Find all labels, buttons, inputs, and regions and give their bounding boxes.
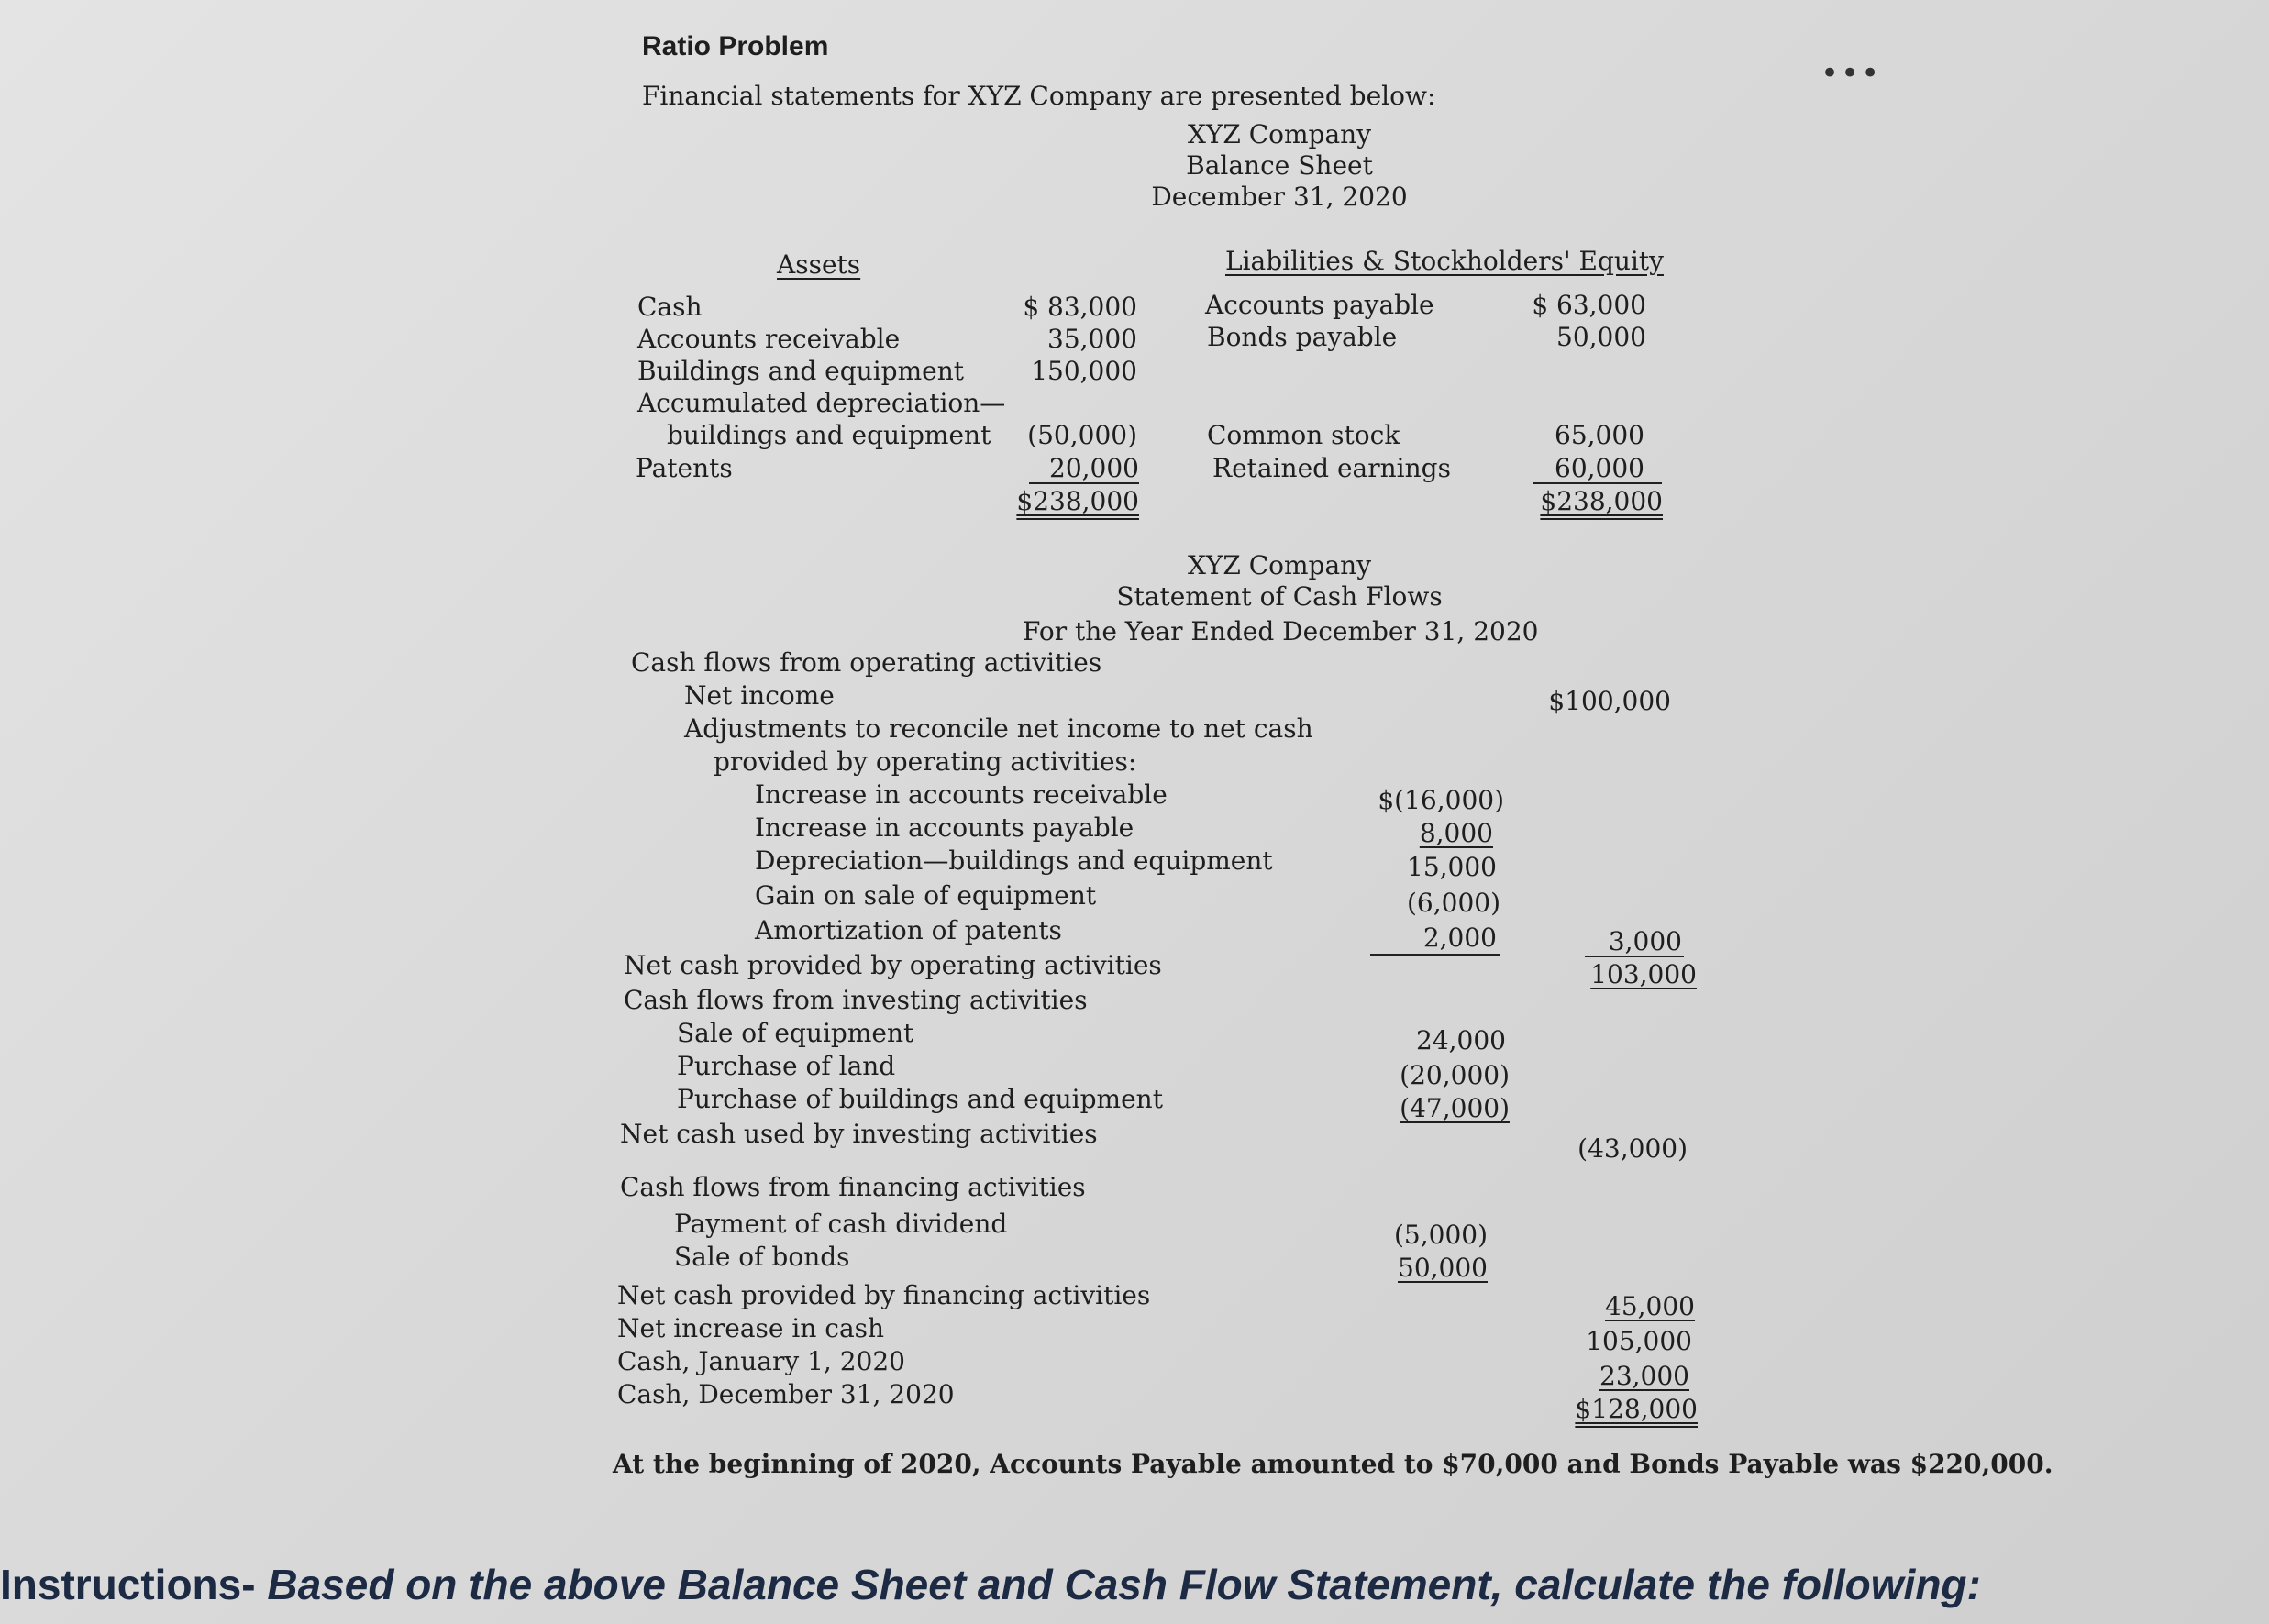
bs-date: December 31, 2020 xyxy=(1151,182,1408,212)
investing-value: (47,000) xyxy=(1400,1093,1510,1123)
cf-company: XYZ Company xyxy=(1187,550,1372,580)
liability-label: Accounts payable xyxy=(1205,290,1434,320)
assets-total: $238,000 xyxy=(1016,486,1139,516)
liabilities-heading: Liabilities & Stockholders' Equity xyxy=(1225,246,1664,276)
equity-value: 65,000 xyxy=(1555,420,1644,450)
net-income-value: $100,000 xyxy=(1548,686,1671,716)
asset-label: Accounts receivable xyxy=(637,324,901,354)
asset-label: Buildings and equipment xyxy=(637,356,964,386)
asset-value: $ 83,000 xyxy=(1023,292,1137,322)
cf-title: Statement of Cash Flows xyxy=(1116,581,1443,612)
investing-label: Sale of equipment xyxy=(677,1018,914,1048)
adjustments-total: 3,000 xyxy=(1608,926,1682,956)
instructions-text: Based on the above Balance Sheet and Cash Flow Statement, calculate the following: xyxy=(267,1561,1981,1608)
asset-label: Patents xyxy=(636,453,733,483)
financing-heading: Cash flows from financing activities xyxy=(620,1172,1086,1202)
asset-value: (50,000) xyxy=(1027,420,1137,450)
asset-value: 150,000 xyxy=(1031,356,1137,386)
adjustment-label: Depreciation—buildings and equipment xyxy=(755,845,1273,876)
adjustments-line: provided by operating activities: xyxy=(714,746,1137,777)
net-income-label: Net income xyxy=(684,680,835,711)
net-financing-label: Net cash provided by financing activities xyxy=(617,1280,1151,1310)
equity-label: Retained earnings xyxy=(1212,453,1451,483)
instructions xyxy=(0,1559,1981,1610)
assets-heading: Assets xyxy=(777,249,861,280)
equity-value: 60,000 xyxy=(1555,453,1644,483)
financing-value: (5,000) xyxy=(1393,1220,1488,1250)
more-horizontal-icon[interactable]: ••• xyxy=(1821,55,1882,92)
net-operating-value: 103,000 xyxy=(1590,959,1697,989)
cf-period: For the Year Ended December 31, 2020 xyxy=(1023,616,1539,646)
underline-rule xyxy=(1585,956,1684,957)
underline-rule xyxy=(1370,954,1500,956)
net-increase-value: 105,000 xyxy=(1586,1326,1692,1356)
investing-value: (20,000) xyxy=(1400,1060,1510,1090)
cash-begin-value: 23,000 xyxy=(1599,1361,1689,1391)
operating-heading: Cash flows from operating activities xyxy=(631,647,1102,678)
adjustment-value: 8,000 xyxy=(1419,818,1493,848)
adjustment-label: Gain on sale of equipment xyxy=(755,880,1097,911)
net-financing-value: 45,000 xyxy=(1605,1291,1695,1321)
instructions-lead: Instructions- xyxy=(0,1561,256,1608)
cash-end-label: Cash, December 31, 2020 xyxy=(617,1379,955,1409)
asset-label: buildings and equipment xyxy=(667,420,991,450)
asset-label: Accumulated depreciation— xyxy=(637,388,1006,418)
problem-title: Ratio Problem xyxy=(642,31,829,61)
adjustment-label: Amortization of patents xyxy=(755,915,1062,945)
investing-heading: Cash flows from investing activities xyxy=(624,985,1088,1015)
liability-label: Bonds payable xyxy=(1207,322,1398,352)
adjustments-line: Adjustments to reconcile net income to net cash xyxy=(684,713,1313,744)
investing-label: Purchase of buildings and equipment xyxy=(677,1084,1163,1114)
asset-value: 35,000 xyxy=(1047,324,1137,354)
adjustment-value: $(16,000) xyxy=(1378,785,1504,815)
adjustment-value: 2,000 xyxy=(1422,922,1497,953)
underline-rule xyxy=(1029,482,1139,484)
net-operating-label: Net cash provided by operating activities xyxy=(624,950,1162,980)
adjustment-label: Increase in accounts payable xyxy=(755,812,1134,843)
adjustment-value: (6,000) xyxy=(1406,888,1500,918)
liability-value: $ 63,000 xyxy=(1532,290,1646,320)
investing-label: Purchase of land xyxy=(677,1051,896,1081)
equity-label: Common stock xyxy=(1207,420,1400,450)
asset-value: 20,000 xyxy=(1049,453,1139,483)
investing-value: 24,000 xyxy=(1416,1025,1506,1055)
adjustment-value: 15,000 xyxy=(1407,852,1497,882)
cash-begin-label: Cash, January 1, 2020 xyxy=(617,1346,905,1376)
bs-title: Balance Sheet xyxy=(1186,150,1373,181)
liability-value: 50,000 xyxy=(1556,322,1646,352)
financing-value: 50,000 xyxy=(1398,1253,1488,1283)
bs-company: XYZ Company xyxy=(1187,119,1372,149)
financing-label: Payment of cash dividend xyxy=(674,1209,1008,1239)
intro-text: Financial statements for XYZ Company are presented below: xyxy=(642,81,1436,111)
net-increase-label: Net increase in cash xyxy=(617,1313,885,1343)
liabilities-total: $238,000 xyxy=(1540,486,1663,516)
adjustment-label: Increase in accounts receivable xyxy=(755,779,1168,810)
asset-label: Cash xyxy=(637,292,703,322)
underline-rule xyxy=(1533,482,1662,484)
note-text: At the beginning of 2020, Accounts Payable amounted to $70,000 and Bonds Payable was $220,000. xyxy=(613,1449,2053,1479)
net-investing-value: (43,000) xyxy=(1577,1133,1688,1164)
net-investing-label: Net cash used by investing activities xyxy=(620,1119,1098,1149)
financing-label: Sale of bonds xyxy=(674,1242,850,1272)
cash-end-value: $128,000 xyxy=(1575,1394,1698,1424)
